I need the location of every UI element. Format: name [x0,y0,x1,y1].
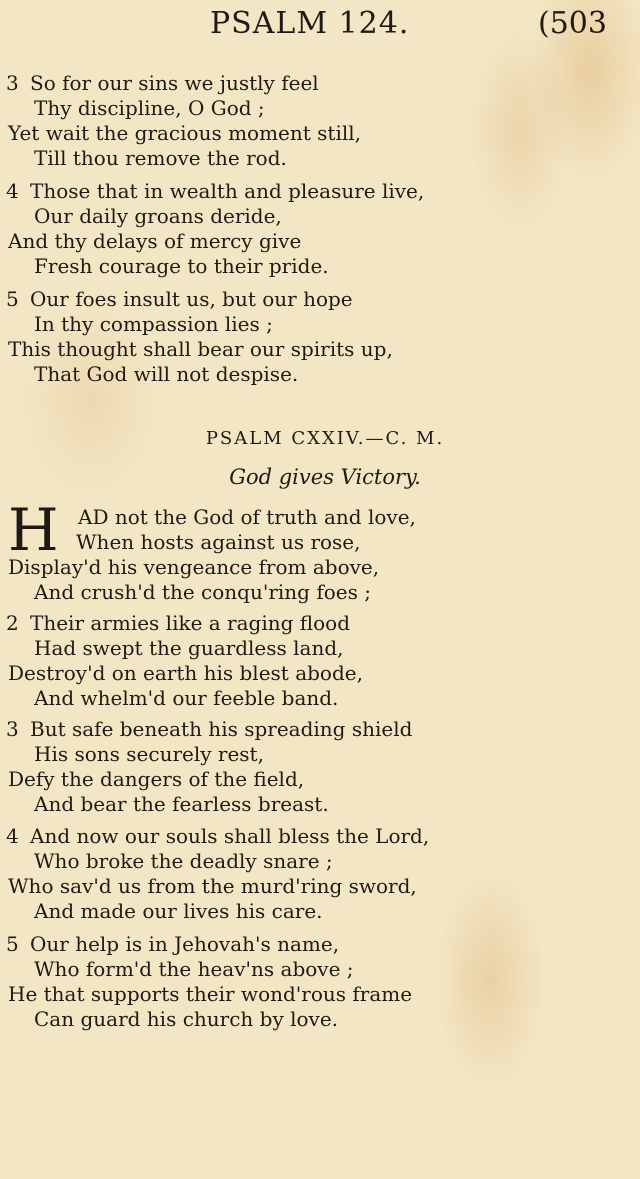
verse-line: Fresh courage to their pride. [34,254,329,278]
verse-line: 3 But safe beneath his spreading shield [6,717,413,741]
stanza-1 [0,496,640,605]
verse-line: Who form'd the heav'ns above ; [34,957,354,981]
verse-line: And bear the fearless breast. [34,792,329,816]
verse-line: Thy discipline, O God ; [34,96,265,120]
verse-line: And whelm'd our feeble band. [34,686,339,710]
stanza-2 [0,611,640,711]
verse-line: Our daily groans deride, [34,204,282,228]
verse-number: 4 [6,824,19,848]
verse-line: When hosts against us rose, [76,530,361,554]
verse-line: And made our lives his care. [34,899,323,923]
stanza-4-prev [0,179,640,279]
verse-number: 4 [6,179,19,203]
verse-line: Had swept the guardless land, [34,636,344,660]
running-title: PSALM 124. [210,6,410,41]
verse-line: Display'd his vengeance from above, [8,555,380,579]
psalm-subtitle: God gives Victory. [229,465,421,489]
verse-line: In thy compassion lies ; [34,312,273,336]
verse-line: And crush'd the conqu'ring foes ; [34,580,371,604]
verse-line: Defy the dangers of the field, [8,767,305,791]
verse-line: AD not the God of truth and love, [78,505,416,529]
verse-number: 5 [6,932,19,956]
stanza-3 [0,717,640,817]
verse-line: Who broke the deadly snare ; [34,849,333,873]
verse-line: 4 Those that in wealth and pleasure live, [6,179,425,203]
verse-line: Who sav'd us from the murd'ring sword, [8,874,417,898]
verse-number: 2 [6,611,19,635]
verse-line: 3 So for our sins we justly feel [6,71,319,95]
verse-line: This thought shall bear our spirits up, [8,337,393,361]
verse-line: And thy delays of mercy give [8,229,302,253]
verse-line: Can guard his church by love. [34,1007,339,1031]
stanza-4 [0,824,640,924]
verse-number: 3 [6,71,19,95]
verse-line: 5 Our foes insult us, but our hope [6,287,353,311]
verse-line: Yet wait the gracious moment still, [8,121,361,145]
verse-number: 3 [6,717,19,741]
running-head [0,6,640,46]
verse-line: 2 Their armies like a raging flood [6,611,351,635]
verse-line: He that supports their wond'rous frame [8,982,413,1006]
drop-cap: H [8,496,59,564]
verse-line: Till thou remove the rod. [34,146,287,170]
stanza-5-prev [0,287,640,387]
verse-number: 5 [6,287,19,311]
verse-line: 5 Our help is in Jehovah's name, [6,932,340,956]
page-number: (503 [538,6,607,41]
stanza-3-prev [0,71,640,171]
verse-line: 4 And now our souls shall bless the Lord, [6,824,430,848]
psalm-heading: PSALM CXXIV.—C. M. [205,428,445,449]
verse-line: His sons securely rest, [34,742,264,766]
verse-line: That God will not despise. [34,362,299,386]
verse-line: Destroy'd on earth his blest abode, [8,661,363,685]
stanza-5 [0,932,640,1032]
